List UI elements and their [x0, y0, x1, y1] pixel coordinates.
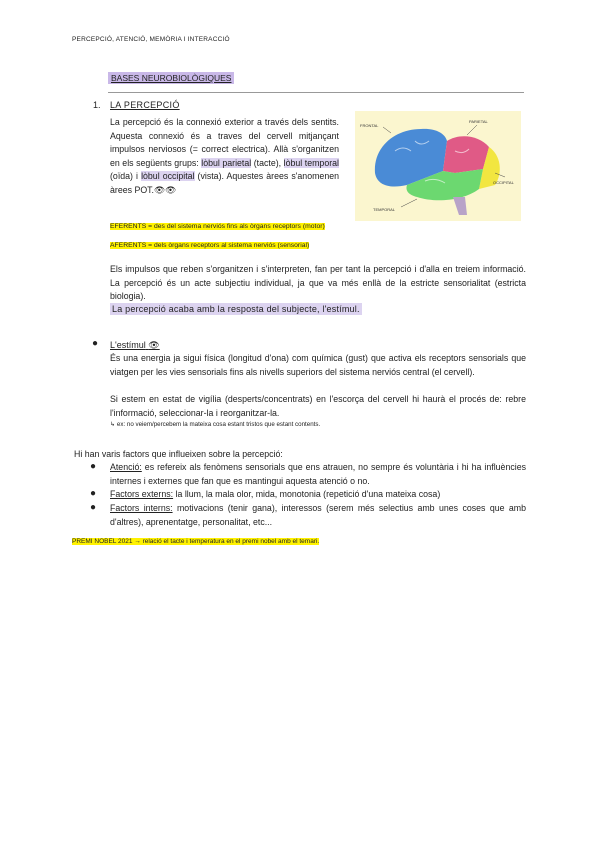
lobul-parietal: lòbul parietal — [201, 157, 252, 168]
brain-illustration — [355, 111, 521, 221]
estimul-paragraph: És una energia ja sigui física (longitud d'ona) com química (gust) que activa els receptors sensorials que viatgen per les vies sensorials fins als nivells superiors del sistema nerviós central (el cervell). — [110, 353, 526, 377]
label-parietal: PARIETAL — [469, 119, 488, 124]
page-header: PERCEPCIÓ, ATENCIÓ, MEMÒRIA I INTERACCIÓ — [72, 36, 230, 43]
percepcio-paragraph-2: Els impulsos que reben s'organitzen i s'interpreten, fan per tant la percepció i d'alla en treiem informació. La percepció és un acte subjectiu individual, ja que va més enllà de la estricte sensorialitat (estricta biologia). — [110, 264, 526, 302]
estimul-title: L'estímul 👁 — [110, 340, 160, 350]
eyes-emoji: 👁👁 — [154, 184, 177, 195]
label-temporal: TEMPORAL — [373, 207, 396, 212]
label-frontal: FRONTAL — [360, 123, 379, 128]
factors-intro: Hi han varis factors que influeixen sobre la percepció: — [74, 449, 283, 459]
eferents-note: EFERENTS = des del sistema nerviós fins als òrgans receptors (motor) — [110, 223, 325, 230]
aferents-note: AFERENTS = dels òrgans receptors al sistema nerviós (sensorial) — [110, 242, 310, 249]
subsection-title: LA PERCEPCIÓ — [110, 100, 180, 110]
brainstem — [453, 197, 467, 215]
premi-nobel-note: PREMI NOBEL 2021 → relació el tacte i temperatura en el premi nobel amb el temari. — [72, 538, 320, 545]
factor-item: Factors interns: motivacions (tenir gana), interessos (serem més selectius amb unes coses que amb d'altres), aprenentatge, personalitat, etc... — [110, 503, 526, 527]
factor-bullet: ● — [90, 502, 97, 513]
section-number: 1. — [93, 100, 101, 110]
estimul-example: ↳ ex: no veiem/percebem la mateixa cosa estant tristos que estant contents. — [110, 421, 321, 428]
factor-bullet: ● — [90, 461, 97, 472]
estimul-bullet: ● — [92, 338, 99, 349]
percepcio-highlight: La percepció acaba amb la resposta del subjecte, l'estímul. — [112, 304, 360, 314]
factor-item: Factors externs: la llum, la mala olor, mida, monotonia (repetició d'una mateixa cosa) — [110, 489, 441, 499]
estimul-paragraph-2: Si estem en estat de vigília (desperts/concentrats) en l'escorça del cervell hi haurà el procés de: rebre l'informació, seleccionar-la i reorganitzar-la. — [110, 394, 526, 418]
factor-bullet: ● — [90, 488, 97, 499]
eye-icon: 👁 — [148, 340, 160, 350]
section-title: BASES NEUROBIOLÒGIQUES — [108, 72, 234, 84]
parietal-lobe — [443, 136, 489, 173]
lobul-temporal: lòbul temporal — [283, 157, 339, 168]
title-rule — [108, 92, 524, 93]
lobul-occipital: lòbul occipital — [141, 171, 195, 182]
percepcio-paragraph: La percepció és la connexió exterior a través dels sentits. Aquesta connexió és a traves del cervell mitjançant impulsos nerviosos (= correct electrica). Allà s'organitzen en els següents grups: lòbul parietal (tacte), lòbul temporal (oïda) i lòbul occipital (vista). Aquestes àrees s'anomenen àrees POT.👁👁 — [110, 117, 339, 195]
label-occipital: OCCIPITAL — [493, 180, 514, 185]
factor-item: Atenció: es refereix als fenòmens sensorials que ens atrauen, no sempre és voluntària i hi ha influències internes i externes que fan que es mantingui aquesta atenció o no. — [110, 462, 526, 486]
